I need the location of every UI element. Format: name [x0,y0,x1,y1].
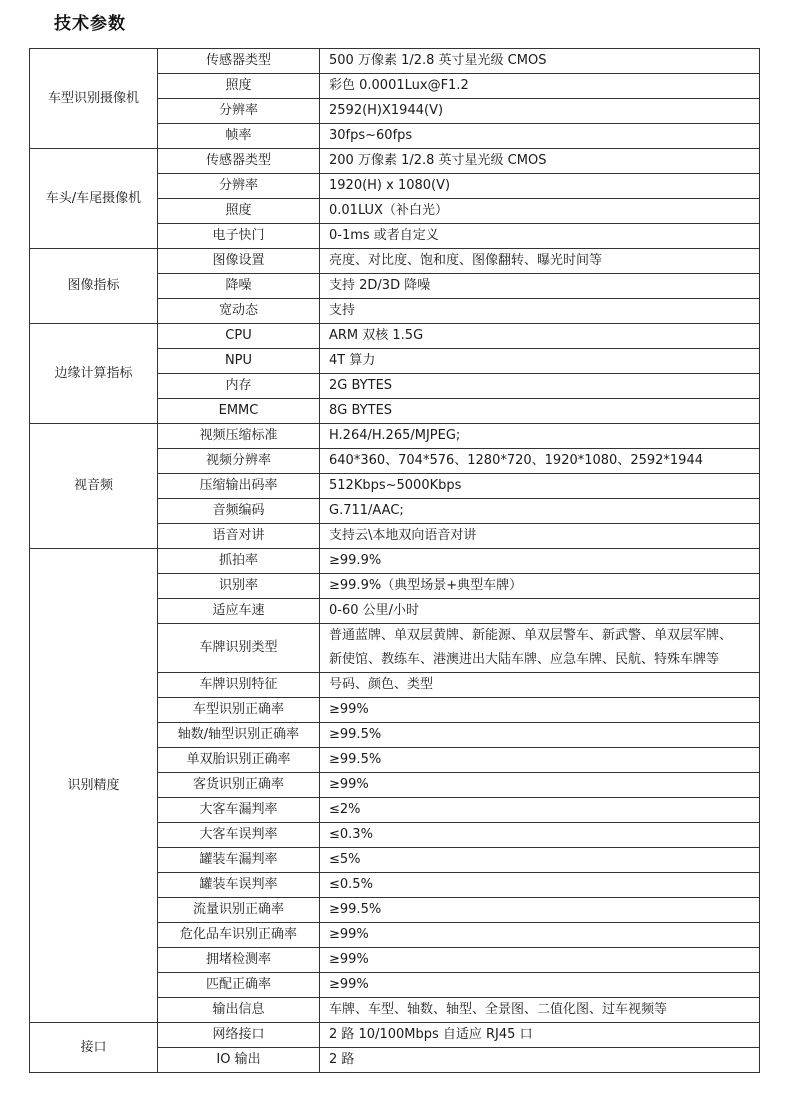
value-line: 普通蓝牌、单双层黄牌、新能源、单双层警车、新武警、单双层军牌、 [329,628,733,643]
value-cell: ≥99% [320,973,760,998]
value-cell: ≥99% [320,923,760,948]
value-cell: ≥99.9%（典型场景+典型车牌） [320,574,760,599]
value-cell: ≤5% [320,848,760,873]
value-cell: ≥99% [320,698,760,723]
table-row [30,49,760,74]
parameter-cell: 视频分辨率 [158,449,320,474]
parameter-cell: 语音对讲 [158,524,320,549]
parameter-cell: 照度 [158,199,320,224]
value-cell: 2 路 [320,1048,760,1073]
value-cell: ≥99.9% [320,549,760,574]
parameter-cell: 识别率 [158,574,320,599]
value-cell: ≤2% [320,798,760,823]
table-row [30,424,760,449]
parameter-cell: 危化品车识别正确率 [158,923,320,948]
parameter-cell: EMMC [158,399,320,424]
value-cell: 彩色 0.0001Lux@F1.2 [320,74,760,99]
value-cell: 2592(H)X1944(V) [320,99,760,124]
parameter-cell: 罐装车误判率 [158,873,320,898]
parameter-cell: 压缩输出码率 [158,474,320,499]
parameter-cell: 车型识别正确率 [158,698,320,723]
category-cell: 车型识别摄像机 [30,49,158,149]
value-cell: 1920(H) x 1080(V) [320,174,760,199]
value-cell: 0.01LUX（补白光） [320,199,760,224]
value-cell: ≥99% [320,948,760,973]
spec-table-body [30,49,760,1073]
parameter-cell: 音频编码 [158,499,320,524]
value-cell: 亮度、对比度、饱和度、图像翻转、曝光时间等 [320,249,760,274]
parameter-cell: 车牌识别特征 [158,673,320,698]
category-cell: 图像指标 [30,249,158,324]
value-cell: 号码、颜色、类型 [320,673,760,698]
value-cell: ≥99.5% [320,723,760,748]
parameter-cell: 宽动态 [158,299,320,324]
value-cell: ≥99.5% [320,898,760,923]
table-row [30,324,760,349]
value-cell: ≥99% [320,773,760,798]
value-cell: G.711/AAC; [320,499,760,524]
parameter-cell: 客货识别正确率 [158,773,320,798]
value-cell: 640*360、704*576、1280*720、1920*1080、2592*1944 [320,449,760,474]
value-cell: ARM 双核 1.5G [320,324,760,349]
value-cell: ≤0.5% [320,873,760,898]
parameter-cell: IO 输出 [158,1048,320,1073]
value-cell: ≤0.3% [320,823,760,848]
parameter-cell: 图像设置 [158,249,320,274]
value-line: 新使馆、教练车、港澳进出大陆车牌、应急车牌、民航、特殊车牌等 [329,652,720,667]
spec-table [29,48,760,1073]
category-cell: 视音频 [30,424,158,549]
parameter-cell: 视频压缩标准 [158,424,320,449]
value-cell: 支持 2D/3D 降噪 [320,274,760,299]
value-cell: 2G BYTES [320,374,760,399]
parameter-cell: 大客车误判率 [158,823,320,848]
parameter-cell: 轴数/轴型识别正确率 [158,723,320,748]
parameter-cell: 降噪 [158,274,320,299]
parameter-cell: 帧率 [158,124,320,149]
value-cell: 30fps~60fps [320,124,760,149]
value-cell: 4T 算力 [320,349,760,374]
parameter-cell: 单双胎识别正确率 [158,748,320,773]
parameter-cell: 适应车速 [158,599,320,624]
parameter-cell: 照度 [158,74,320,99]
parameter-cell: 分辨率 [158,99,320,124]
parameter-cell: 拥堵检测率 [158,948,320,973]
parameter-cell: 分辨率 [158,174,320,199]
category-cell: 边缘计算指标 [30,324,158,424]
parameter-cell: 流量识别正确率 [158,898,320,923]
value-cell: 0-1ms 或者自定义 [320,224,760,249]
parameter-cell: 电子快门 [158,224,320,249]
parameter-cell: 车牌识别类型 [158,624,320,673]
value-cell: 500 万像素 1/2.8 英寸星光级 CMOS [320,49,760,74]
value-cell: 512Kbps~5000Kbps [320,474,760,499]
value-cell: 车牌、车型、轴数、轴型、全景图、二值化图、过车视频等 [320,998,760,1023]
table-row [30,249,760,274]
value-cell: 200 万像素 1/2.8 英寸星光级 CMOS [320,149,760,174]
category-cell: 车头/车尾摄像机 [30,149,158,249]
category-cell: 接口 [30,1023,158,1073]
page-title: 技术参数 [54,14,126,34]
table-row [30,1023,760,1048]
value-cell [320,624,760,673]
parameter-cell: 抓拍率 [158,549,320,574]
parameter-cell: 大客车漏判率 [158,798,320,823]
category-cell: 识别精度 [30,549,158,1023]
table-row [30,549,760,574]
parameter-cell: 罐装车漏判率 [158,848,320,873]
value-cell: ≥99.5% [320,748,760,773]
parameter-cell: CPU [158,324,320,349]
parameter-cell: 网络接口 [158,1023,320,1048]
value-cell: 8G BYTES [320,399,760,424]
parameter-cell: 输出信息 [158,998,320,1023]
value-cell: 0-60 公里/小时 [320,599,760,624]
value-cell: 2 路 10/100Mbps 自适应 RJ45 口 [320,1023,760,1048]
parameter-cell: 匹配正确率 [158,973,320,998]
value-cell: 支持云\本地双向语音对讲 [320,524,760,549]
parameter-cell: NPU [158,349,320,374]
parameter-cell: 传感器类型 [158,49,320,74]
parameter-cell: 传感器类型 [158,149,320,174]
parameter-cell: 内存 [158,374,320,399]
value-cell: H.264/H.265/MJPEG; [320,424,760,449]
table-row [30,149,760,174]
value-cell: 支持 [320,299,760,324]
